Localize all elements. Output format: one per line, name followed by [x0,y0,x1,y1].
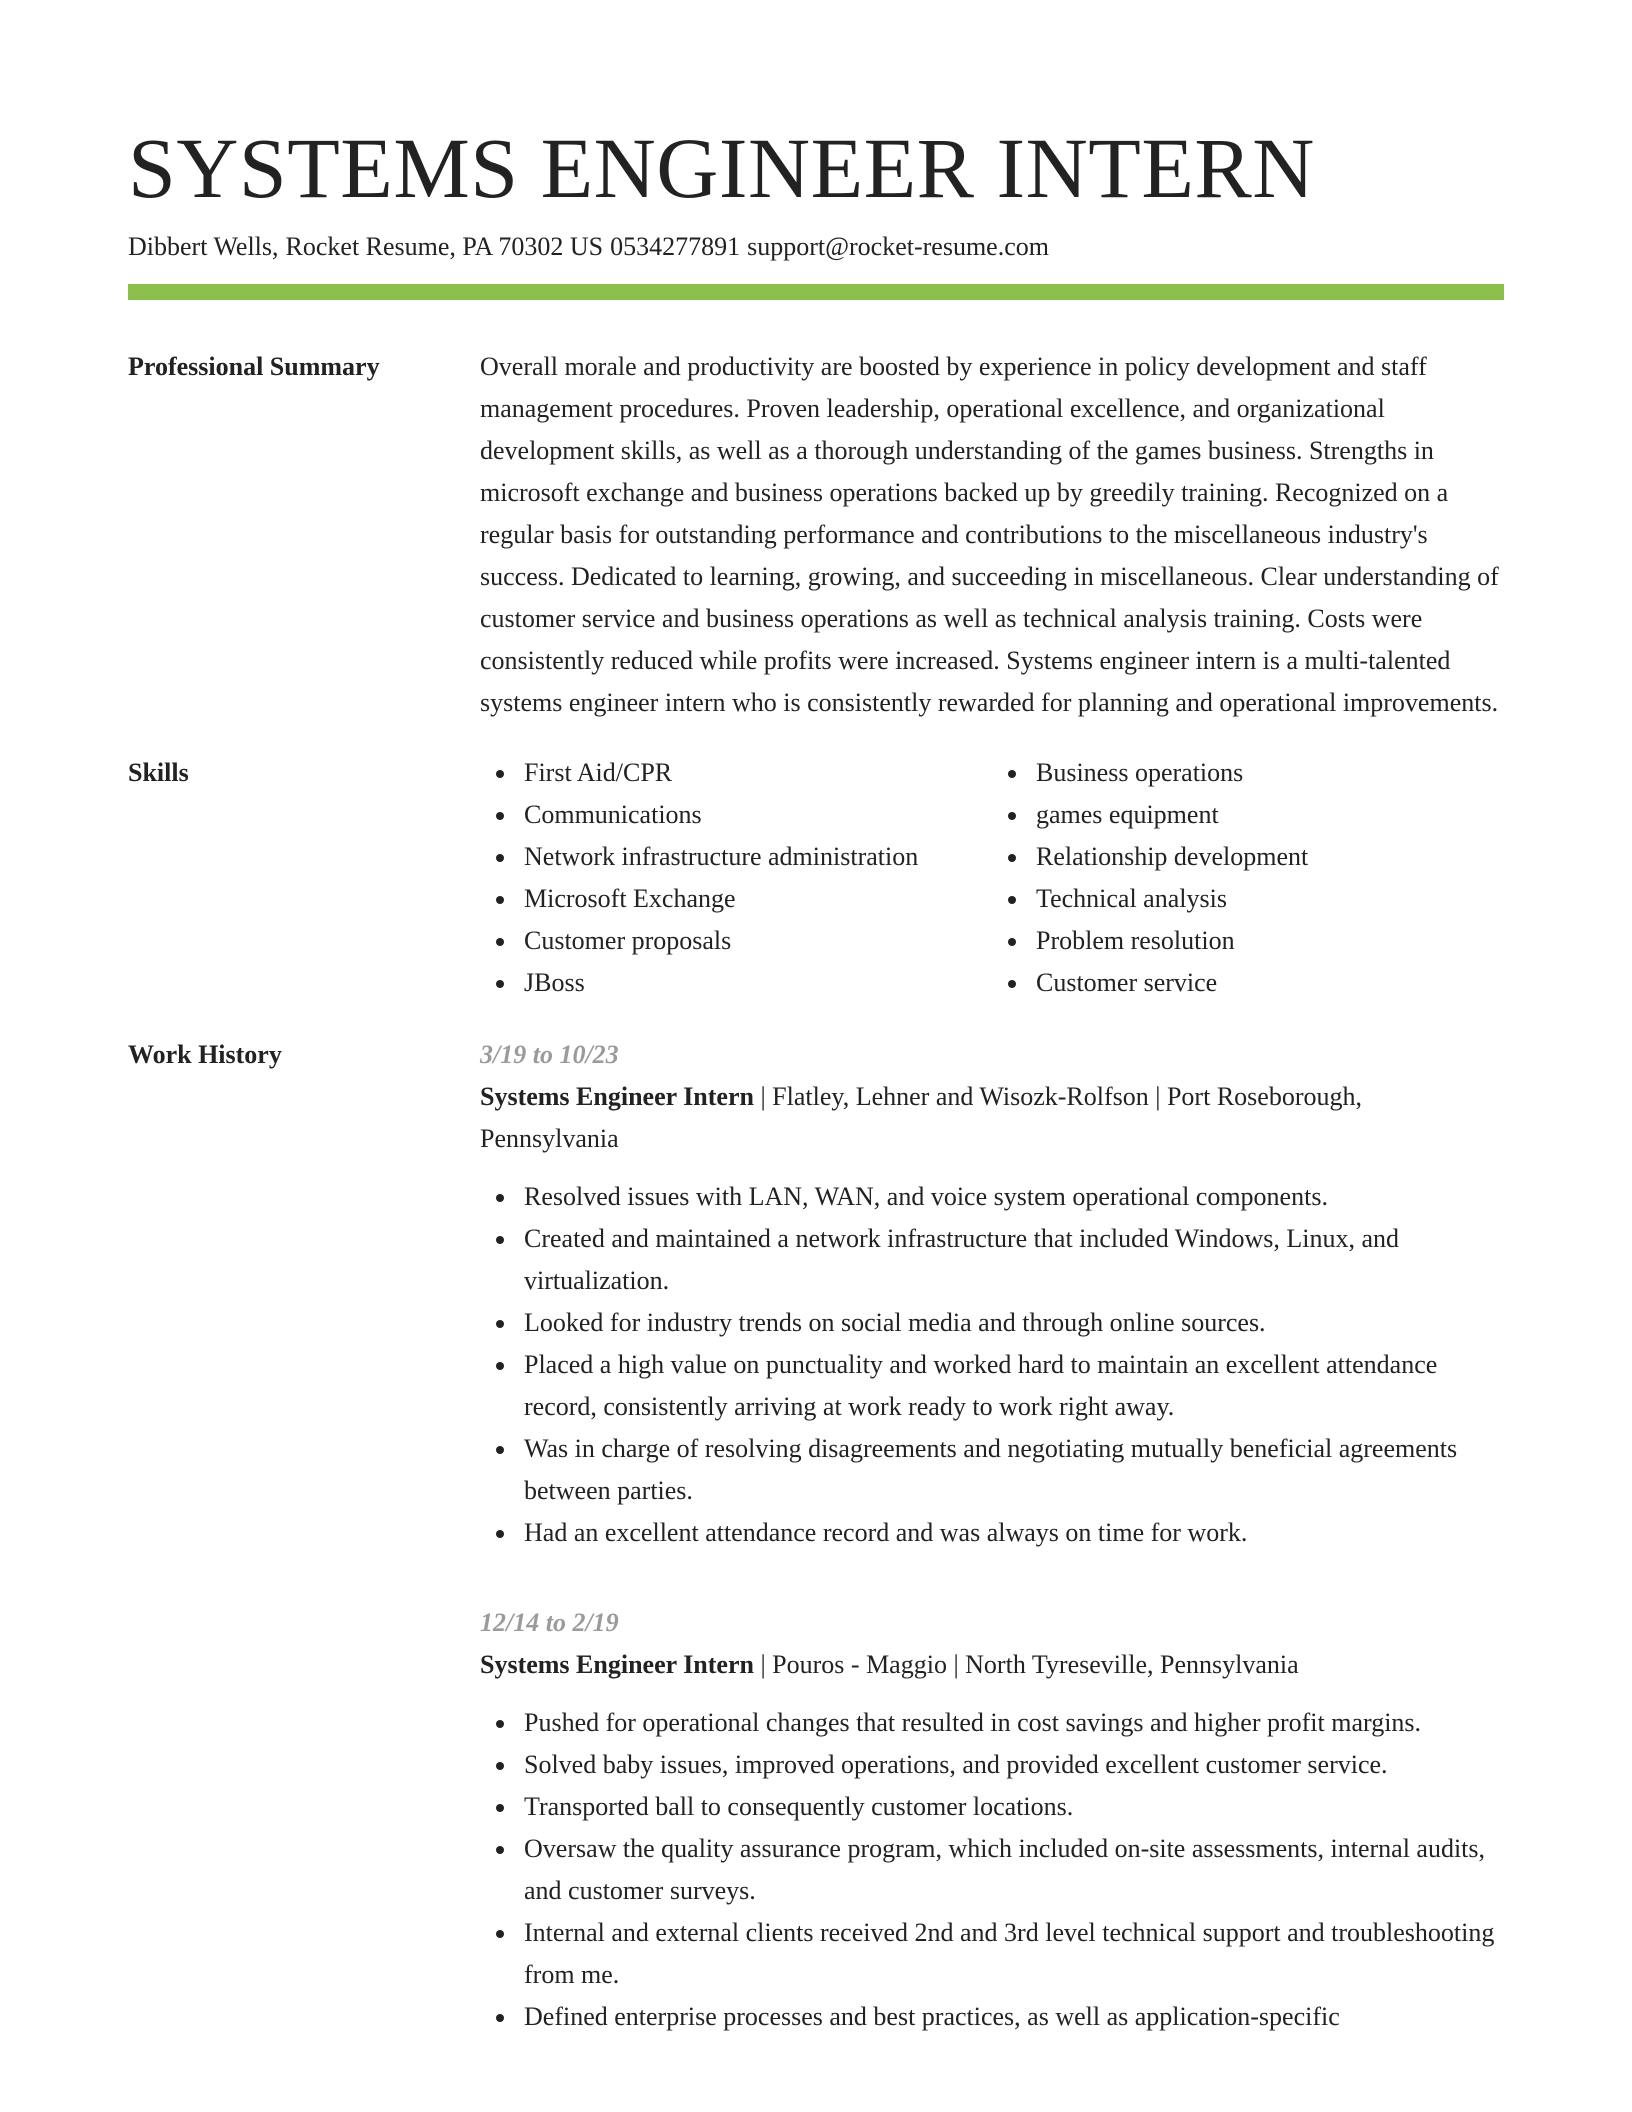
skill-item: games equipment [1036,794,1504,836]
duty-item: Looked for industry trends on social media and through online sources. [524,1302,1504,1344]
skill-item: JBoss [524,962,992,1004]
job-heading [480,1644,1504,1686]
skill-item: Network infrastructure administration [524,836,992,878]
duty-item: Solved baby issues, improved operations, and provided excellent customer service. [524,1744,1504,1786]
skill-item: First Aid/CPR [524,752,992,794]
job-title: Systems Engineer Intern [480,1650,754,1679]
job-duties [480,1702,1504,2038]
skill-item: Customer service [1036,962,1504,1004]
job-heading [480,1076,1504,1160]
contact-email: support@rocket-resume.com [747,232,1049,261]
duty-item: Created and maintained a network infrastructure that included Windows, Linux, and virtualization. [524,1218,1504,1302]
duty-item: Oversaw the quality assurance program, which included on-site assessments, internal audits, and customer surveys. [524,1828,1504,1912]
skills-list-right [992,752,1504,1004]
summary-section [128,350,1504,724]
resume-page [128,118,1504,2038]
job-duties [480,1176,1504,1554]
job-details: | Flatley, Lehner and Wisozk-Rolfson | Port Roseborough, Pennsylvania [480,1082,1362,1153]
job-entry [480,1034,1504,1554]
summary-heading: Professional Summary [128,352,380,381]
skills-list-left [480,752,992,1004]
skills-heading: Skills [128,758,189,787]
job-dates: 12/14 to 2/19 [480,1608,619,1637]
skills-section [128,756,1504,1004]
contact-line [128,229,1504,265]
job-title: Systems Engineer Intern [480,1082,754,1111]
accent-divider [128,284,1504,300]
duty-item: Resolved issues with LAN, WAN, and voice system operational components. [524,1176,1504,1218]
duty-item: Defined enterprise processes and best practices, as well as application-specific [524,1996,1504,2038]
job-dates: 3/19 to 10/23 [480,1040,619,1069]
skill-item: Problem resolution [1036,920,1504,962]
job-details: | Pouros - Maggio | North Tyreseville, Pennsylvania [753,1650,1299,1679]
duty-item: Had an excellent attendance record and was always on time for work. [524,1512,1504,1554]
skill-item: Customer proposals [524,920,992,962]
contact-phone: 0534277891 [610,232,741,261]
contact-address: Rocket Resume, PA 70302 US [285,232,604,261]
summary-text: Overall morale and productivity are boosted by experience in policy development and staff management procedures. Proven leadership, operational excellence, and organizational development skills, as well as a thorough understanding of the games business. Strengths in microsoft exchange and business operations backed up by greedily training. Recognized on a regular basis for outstanding performance and contributions to the miscellaneous industry's success. Dedicated to learning, growing, and succeeding in miscellaneous. Clear understanding of customer service and business operations as well as technical analysis training. Costs were consistently reduced while profits were increased. Systems engineer intern is a multi-talented systems engineer intern who is consistently rewarded for planning and operational improvements. [480,352,1499,717]
contact-name: Dibbert Wells, [128,232,279,261]
duty-item: Internal and external clients received 2nd and 3rd level technical support and troubleshooting from me. [524,1912,1504,1996]
resume-title: SYSTEMS ENGINEER INTERN [128,120,1315,216]
skill-item: Microsoft Exchange [524,878,992,920]
skill-item: Relationship development [1036,836,1504,878]
skill-item: Communications [524,794,992,836]
duty-item: Placed a high value on punctuality and worked hard to maintain an excellent attendance record, consistently arriving at work ready to work right away. [524,1344,1504,1428]
duty-item: Pushed for operational changes that resulted in cost savings and higher profit margins. [524,1702,1504,1744]
work-history-section [128,1038,1504,2038]
duty-item: Was in charge of resolving disagreements and negotiating mutually beneficial agreements between parties. [524,1428,1504,1512]
skill-item: Business operations [1036,752,1504,794]
work-history-heading: Work History [128,1040,282,1069]
skill-item: Technical analysis [1036,878,1504,920]
duty-item: Transported ball to consequently customer locations. [524,1786,1504,1828]
job-entry [480,1602,1504,2038]
